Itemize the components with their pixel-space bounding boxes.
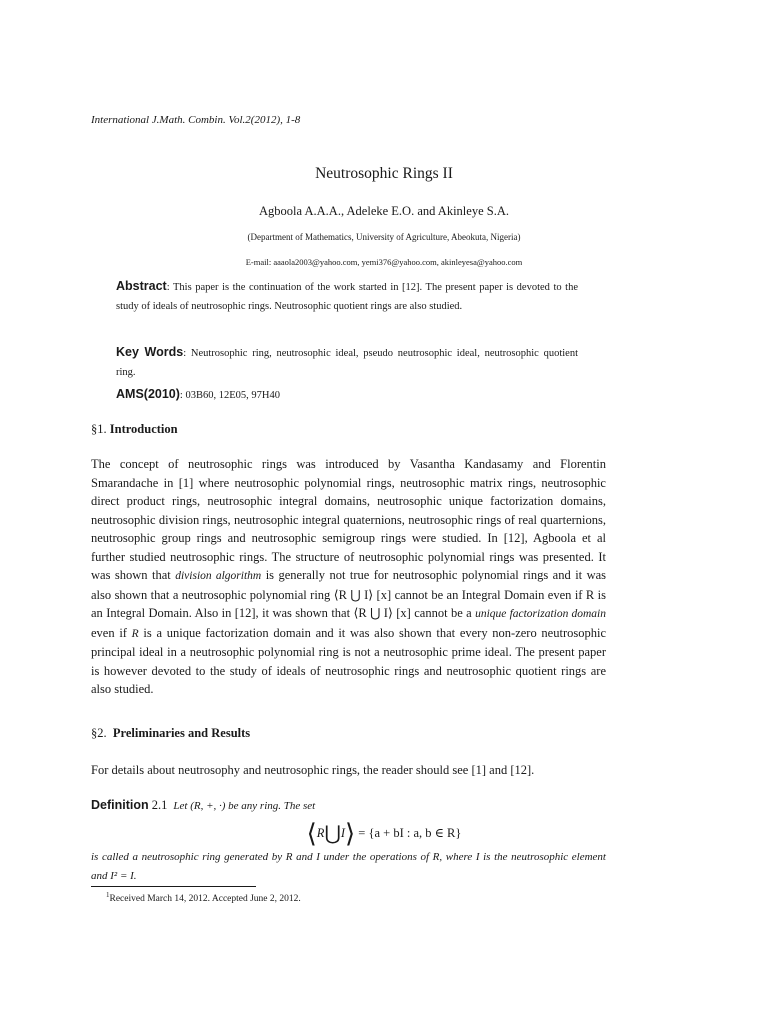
- definition-heading: [91, 798, 315, 813]
- formula-rhs: = {a + bI : a, b ∈ R}: [358, 826, 462, 840]
- section-title: Introduction: [109, 422, 178, 436]
- keywords-text: Neutrosophic ring, neutrosophic ideal, pseudo neutrosophic ideal, neutrosophic quotient ring.: [116, 348, 578, 378]
- formula-r: R: [316, 826, 325, 840]
- section-heading-preliminaries: [91, 726, 250, 741]
- definition-formula: [0, 819, 768, 849]
- intro-text-2: is generally not true for neutrosophic polynomial rings and it was also shown that a neutrosophic polynomial ring: [91, 568, 607, 602]
- formula-open-bracket: ⟨: [306, 819, 317, 848]
- definition-text: Let (R, +, ·) be any ring. The set: [173, 800, 316, 812]
- footnote-rule: [91, 886, 256, 887]
- introduction-paragraph: [91, 455, 606, 699]
- intro-math-2: ⟨R ⋃ I⟩ [x]: [353, 606, 411, 620]
- preliminaries-paragraph: For details about neutrosophy and neutrosophic rings, the reader should see [1] and [12].: [91, 763, 535, 777]
- formula-close-bracket: ⟩: [345, 819, 356, 848]
- ams-text: 03B60, 12E05, 97H40: [185, 390, 280, 401]
- section-heading-introduction: [91, 422, 178, 437]
- intro-text-5: even if: [91, 625, 127, 640]
- section-number: §2.: [91, 726, 107, 740]
- authors: Agboola A.A.A., Adeleke E.O. and Akinleye S.A.: [259, 204, 509, 218]
- ams-label: AMS(2010): [116, 387, 180, 401]
- abstract-label: Abstract: [116, 279, 167, 293]
- footnote-text: Received March 14, 2012. Accepted June 2, 2012.: [109, 894, 301, 905]
- intro-emphasis-1: division algorithm: [175, 570, 262, 582]
- keywords-label: Key Words: [116, 345, 184, 359]
- intro-emphasis-2: unique factorization domain: [475, 608, 606, 620]
- section-title: Preliminaries and Results: [112, 726, 251, 740]
- abstract-text: This paper is the continuation of the work started in [12]. The present paper is devoted to the study of ideals of neutrosophic rings. Neutrosophic quotient rings are also studied.: [116, 282, 578, 312]
- keywords: Key Words: Neutrosophic ring, neutrosophic ideal, pseudo neutrosophic ideal, neutrosophic quotient ring.: [116, 345, 578, 378]
- intro-math-1: ⟨R ⋃ I⟩ [x]: [333, 587, 392, 602]
- definition-number: 2.1: [151, 798, 168, 812]
- footnote-mark: 1: [106, 891, 110, 899]
- intro-text-4: cannot be a: [414, 606, 472, 620]
- abstract: Abstract: This paper is the continuation of the work started in [12]. The present paper is devoted to the study of ideals of neutrosophic rings. Neutrosophic quotient rings are also studied.: [116, 279, 578, 312]
- paper-title: Neutrosophic Rings II: [315, 165, 453, 182]
- formula-i: I: [340, 826, 346, 840]
- footnote: [106, 891, 301, 904]
- email-line: E-mail: aaaola2003@yahoo.com, yemi376@yahoo.com, akinleyesa@yahoo.com: [245, 257, 523, 267]
- formula-union: ⋃: [324, 823, 341, 845]
- intro-text-3: cannot be an Integral Domain even if R is an Integral Domain. Also in [12], it was shown that: [91, 587, 606, 620]
- section-number: §1.: [91, 422, 107, 436]
- definition-label: Definition: [91, 798, 149, 812]
- intro-text-1: The concept of neutrosophic rings was introduced by Vasantha Kandasamy and Florentin Smarandache in [1] where neutrosophic polynomial rings, neutrosophic matrix rings, neutrosophic direct product rings, neutrosophic integral domains, neutrosophic unique factorization domains, neutrosophic division rings, neutrosophic integral quaternions, neutrosophic rings of real quarternions, neutrosophic group rings and neutrosophic semigroup rings were studied. In [12], Agboola et al further studied neutrosophic rings. The structure of neutrosophic polynomial rings was presented. It was shown that: [91, 457, 606, 582]
- definition-body: is called a neutrosophic ring generated by R and I under the operations of R, where I is the neutrosophic element and I² = I.: [91, 851, 606, 882]
- intro-text-6: is a unique factorization domain and it was also shown that every non-zero neutrosophic principal ideal in a neutrosophic polynomial ring is not a neutrosophic prime ideal. The present paper is however devoted to the study of ideals of neutrosophic rings and neutrosophic quotient rings are also studied.: [91, 625, 607, 696]
- affiliation: (Department of Mathematics, University of Agriculture, Abeokuta, Nigeria): [247, 232, 521, 242]
- ams-classification: AMS(2010): 03B60, 12E05, 97H40: [116, 387, 280, 401]
- journal-header: International J.Math. Combin. Vol.2(2012), 1-8: [91, 114, 301, 126]
- intro-math-3: R: [131, 627, 139, 640]
